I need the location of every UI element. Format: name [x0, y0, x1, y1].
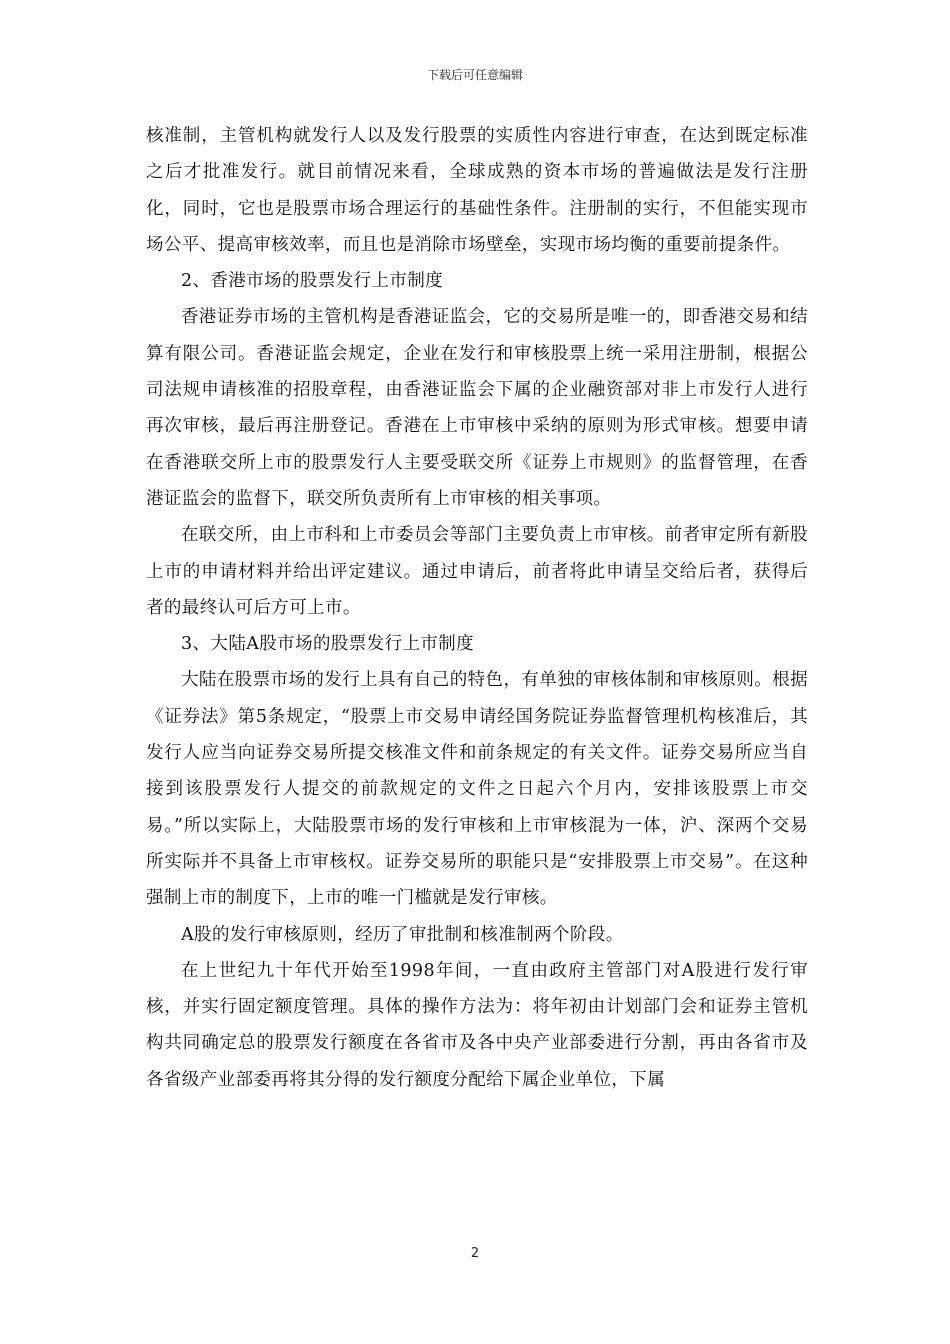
paragraph-hkex-listing: 在联交所，由上市科和上市委员会等部门主要负责上市审核。前者审定所有新股上市的申请材料并给出评定建议。通过申请后，前者将此申请呈交给后者，获得后者的最终认可后方可上市。	[146, 525, 808, 618]
page-header-note: 下载后可任意编辑	[426, 68, 523, 82]
section-heading-mainland-a-share: 3、大陆A股市场的股票发行上市制度	[181, 634, 475, 655]
paragraph-quota-management: 在上世纪九十年代开始至1998年间，一直由政府主管部门对A股进行发行审核，并实行固定额度管理。具体的操作方法为：将年初由计划部门会和证券主管机构共同确定总的股票发行额度在各省市及各中央产业部委进行分割，再由各省市及各省级产业部委再将其分得的发行额度分配给下属企业单位，下属	[146, 960, 808, 1090]
section-heading-hong-kong: 2、香港市场的股票发行上市制度	[181, 271, 444, 292]
paragraph-a-share-principles: A股的发行审核原则，经历了审批制和核准制两个阶段。	[181, 924, 624, 945]
document-body	[146, 118, 808, 1098]
paragraph-1: 核准制，主管机构就发行人以及发行股票的实质性内容进行审查，在达到既定标准之后才批准发行。就目前情况来看，全球成熟的资本市场的普遍做法是发行注册化，同时，它也是股票市场合理运行的基础性条件。注册制的实行，不但能实现市场公平、提高审核效率，而且也是消除市场壁垒，实现市场均衡的重要前提条件。	[146, 126, 808, 255]
paragraph-hong-kong-regulator: 香港证券市场的主管机构是香港证监会，它的交易所是唯一的，即香港交易和结算有限公司。香港证监会规定，企业在发行和审核股票上统一采用注册制，根据公司法规申请核准的招股章程，由香港证监会下属的企业融资部对非上市发行人进行再次审核，最后再注册登记。香港在上市审核中采纳的原则为形式审核。想要申请在香港联交所上市的股票发行人主要受联交所《证券上市规则》的监督管理，在香港证监会的监督下，联交所负责所有上市审核的相关事项。	[146, 307, 808, 509]
paragraph-mainland-characteristics: 大陆在股票市场的发行上具有自己的特色，有单独的审核体制和审核原则。根据《证券法》第5条规定，“股票上市交易申请经国务院证券监督管理机构核准后，其发行人应当向证券交易所提交核准文件和前条规定的有关文件。证券交易所应当自接到该股票发行人提交的前款规定的文件之日起六个月内，安排该股票上市交易。”所以实际上，大陆股票市场的发行审核和上市审核混为一体，沪、深两个交易所实际并不具备上市审核权。证券交易所的职能只是“安排股票上市交易”。在这种强制上市的制度下，上市的唯一门槛就是发行审核。	[146, 670, 808, 909]
page-number: 2	[470, 1246, 480, 1261]
